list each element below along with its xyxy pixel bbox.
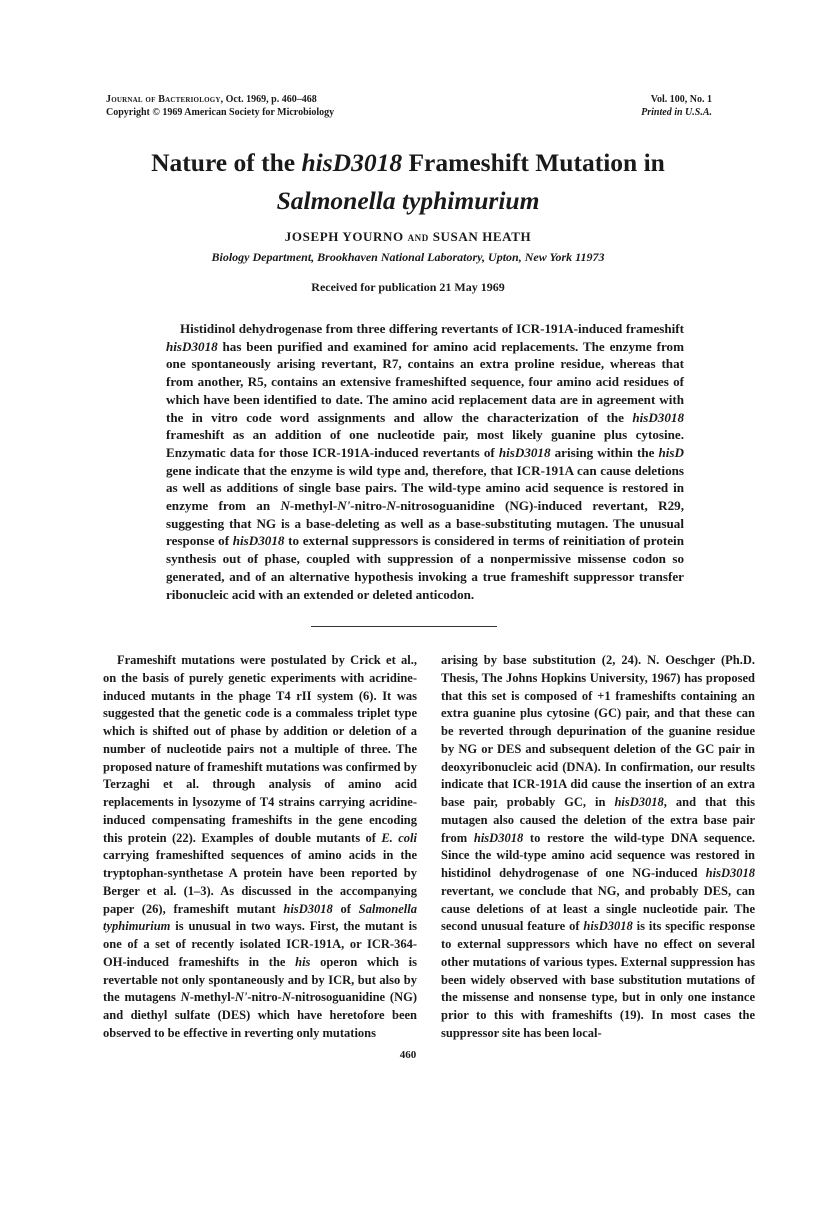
organism-name: Salmonella typhimurium	[276, 186, 540, 215]
author-1: JOSEPH YOURNO	[284, 229, 404, 244]
printed-in: Printed in U.S.A.	[641, 107, 712, 118]
body-column-right: arising by base substitution (2, 24). N. Oeschger (Ph.D. Thesis, The Johns Hopkins University, 1967) has proposed that this set is composed of +1 frameshifts containing an extra guanine plus cytosine (GC) pair, and that these can be reverted through depurination of the guanine residue by NG or DES and subsequent deletion of the GC pair in deoxyribonucleic acid (DNA). In confirmation, our results indicate that ICR-191A did cause the insertion of an extra base pair, probably GC, in hisD3018, and that this mutagen also caused the deletion of the extra base pair from hisD3018 to restore the wild-type DNA sequence. Since the wild-type amino acid sequence was restored in histidinol dehydrogenase of one NG-induced hisD3018 revertant, we conclude that NG, and probably DES, can cause deletions of at least a single nucleotide pair. The second unusual feature of hisD3018 is its specific response to external suppressors which have no effect on several other mutations of various types. External suppression has been widely observed with base substitution mutations of the missense and nonsense type, but in only one instance prior to this with frameshifts (19). In most cases the suppressor site has been local-	[441, 653, 755, 1040]
author-list: JOSEPH YOURNO and SUSAN HEATH	[284, 229, 532, 244]
abstract: Histidinol dehydrogenase from three differing revertants of ICR-191A-induced frameshift hisD3018 has been purified and examined for amino acid replacements. The enzyme from one spontaneously arising revertant, R7, contains an extra proline residue, whereas that from another, R5, contains an extensive frameshifted sequence, four amino acid residues of which have been identified to date. The amino acid replacement data are in agreement with the in vitro code word assignments and allow the characterization of the hisD3018 frameshift as an addition of one nucleotide pair, most likely guanine plus cytosine. Enzymatic data for those ICR-191A-induced revertants of hisD3018 arising within the hisD gene indicate that the enzyme is wild type and, therefore, that ICR-191A can cause deletions as well as additions of single base pairs. The wild-type amino acid sequence is restored in enzyme from an N-methyl-N'-nitro-N-nitrosoguanidine (NG)-induced revertant, R29, suggesting that NG is a base-deleting as well as a base-substituting mutagen. The unusual response of hisD3018 to external suppressors is considered in terms of reinitiation of protein synthesis out of phase, coupled with suppression of a nonpermissive missense codon so generated, and of an alternative hypothesis invoking a true frameshift suppressor transfer ribonucleic acid with an extended or deleted anticodon.	[166, 321, 684, 602]
journal-issue: , Oct. 1969, p. 460–468	[220, 94, 317, 105]
article-title: Nature of the hisD3018 Frameshift Mutation in Salmonella typhimurium	[151, 148, 665, 215]
received-date: Received for publication 21 May 1969	[311, 280, 505, 294]
page-number: 460	[399, 1049, 417, 1061]
body-column-left: Frameshift mutations were postulated by Crick et al., on the basis of purely genetic experiments with acridine-induced mutants in the phage T4 rII system (6). It was suggested that the genetic code is a commaless triplet type which is shifted out of phase by addition or deletion of a number of nucleotide pairs not a multiple of three. The proposed nature of frameshift mutations was confirmed by Terzaghi et al. through analysis of amino acid replacements in lysozyme of T4 strains carrying acridine-induced compensating frameshifts in the gene encoding this protein (22). Examples of double mutants of E. coli carrying frameshifted sequences of amino acids in the tryptophan-synthetase A protein have been reported by Berger et al. (1–3). As discussed in the accompanying paper (26), frameshift mutant hisD3018 of Salmonella typhimurium is unusual in two ways. First, the mutant is one of a set of recently isolated ICR-191A, or ICR-364-OH-induced frameshifts in the his operon which is revertable not only spontaneously and by ICR, but also by the mutagens N-methyl-N'-nitro-N-nitrosoguanidine (NG) and diethyl sulfate (DES) which have heretofore been observed to be effective in reverting only mutations	[103, 653, 417, 1040]
journal-name: Journal of Bacteriology	[106, 94, 221, 105]
section-divider	[311, 626, 497, 627]
affiliation: Biology Department, Brookhaven National Laboratory, Upton, New York 11973	[211, 250, 605, 264]
strain-name: hisD3018	[301, 148, 403, 177]
volume-info	[641, 93, 712, 119]
journal-citation	[106, 93, 334, 119]
author-2: SUSAN HEATH	[432, 229, 532, 244]
copyright-line: Copyright © 1969 American Society for Microbiology	[106, 107, 335, 118]
volume-number: Vol. 100, No. 1	[650, 94, 712, 105]
